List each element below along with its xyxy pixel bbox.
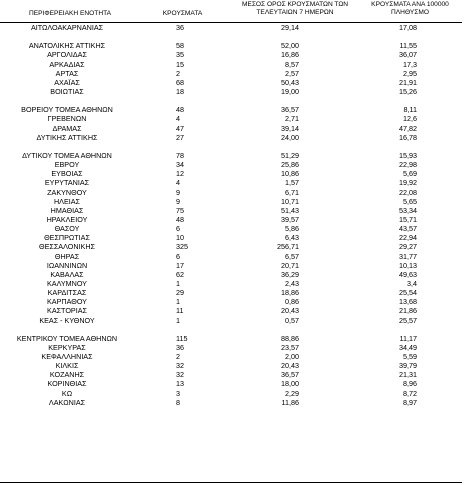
per-capita-cell: 29,27: [399, 242, 417, 252]
avg-cell: 29,14: [281, 23, 299, 32]
header-avg: [240, 1, 350, 17]
avg-cell: 16,86: [281, 50, 299, 60]
per-capita-cell: 34,49: [399, 342, 417, 352]
avg-cell: 25,86: [281, 160, 299, 170]
region-cell: ΘΗΡΑΣ: [54, 251, 80, 261]
avg-cell: 10,71: [281, 196, 299, 206]
table-row: [0, 50, 472, 59]
per-capita-cell: 17,08: [399, 23, 417, 32]
per-capita-cell: 31,77: [399, 251, 417, 261]
per-capita-cell: 16,78: [399, 132, 417, 142]
avg-cell: 20,43: [281, 361, 299, 371]
cases-cell: 78: [176, 150, 184, 160]
region-cell: ΒΟΡΕΙΟΥ ΤΟΜΕΑ ΑΘΗΝΩΝ: [21, 105, 113, 115]
group-spacer: [0, 32, 472, 41]
cases-cell: 68: [176, 77, 184, 87]
avg-cell: 20,71: [281, 260, 299, 270]
avg-cell: 50,43: [281, 77, 299, 87]
table-row: [0, 206, 472, 215]
table-row: [0, 69, 472, 78]
cases-cell: 13: [176, 379, 184, 389]
per-capita-cell: 49,63: [399, 269, 417, 279]
avg-cell: 2,71: [285, 114, 299, 124]
avg-cell: 2,00: [285, 352, 299, 362]
cases-cell: 2: [176, 68, 180, 78]
per-capita-cell: 21,91: [399, 77, 417, 87]
cases-cell: 6: [176, 251, 180, 261]
per-capita-cell: 13,68: [399, 297, 417, 307]
table-row: [0, 105, 472, 114]
per-capita-cell: 5,59: [403, 352, 417, 362]
cases-cell: 12: [176, 169, 184, 179]
table-row: [0, 224, 472, 233]
table-row: [0, 352, 472, 361]
cases-cell: 1: [176, 278, 180, 288]
per-capita-cell: 10,13: [399, 260, 417, 270]
cases-cell: 10: [176, 233, 184, 243]
region-cell: ΗΡΑΚΛΕΙΟΥ: [46, 214, 88, 224]
avg-cell: 18,00: [281, 379, 299, 389]
table-row: [0, 370, 472, 379]
avg-cell: 2,57: [285, 68, 299, 78]
per-capita-cell: 12,6: [403, 114, 417, 124]
avg-cell: 6,57: [285, 251, 299, 261]
avg-cell: 36,57: [281, 105, 299, 115]
region-cell: ΚΕΡΚΥΡΑΣ: [48, 342, 86, 352]
cases-cell: 27: [176, 132, 184, 142]
cases-cell: 18: [176, 86, 184, 96]
table-row: [0, 215, 472, 224]
table-row: [0, 242, 472, 251]
table-row: [0, 41, 472, 50]
cases-cell: 58: [176, 41, 184, 51]
cases-cell: 9: [176, 196, 180, 206]
region-cell: ΚΑΒΑΛΑΣ: [50, 269, 84, 279]
region-cell: ΑΝΑΤΟΛΙΚΗΣ ΑΤΤΙΚΗΣ: [28, 41, 106, 51]
table-row: [0, 379, 472, 388]
region-cell: ΒΟΙΩΤΙΑΣ: [50, 86, 84, 96]
avg-cell: 256,71: [277, 242, 299, 252]
cases-cell: 62: [176, 269, 184, 279]
region-cell: ΔΥΤΙΚΟΥ ΤΟΜΕΑ ΑΘΗΝΩΝ: [22, 150, 112, 160]
cases-cell: 3: [176, 388, 180, 398]
cases-cell: 48: [176, 105, 184, 115]
region-cell: ΚΑΡΠΑΘΟΥ: [47, 297, 87, 307]
header-avg-line2: ΤΕΛΕΥΤΑΙΩΝ 7 ΗΜΕΡΩΝ: [256, 9, 334, 16]
per-capita-cell: 36,07: [399, 50, 417, 60]
header-per-capita: [355, 1, 465, 17]
region-cell: ΚΑΛΥΜΝΟΥ: [47, 278, 87, 288]
table-row: [0, 361, 472, 370]
cases-cell: 36: [176, 23, 184, 32]
per-capita-cell: 15,71: [399, 214, 417, 224]
cases-cell: 48: [176, 214, 184, 224]
table-row: [0, 270, 472, 279]
group-spacer: [0, 142, 472, 151]
per-capita-cell: 8,96: [403, 379, 417, 389]
region-cell: ΖΑΚΥΝΘΟΥ: [47, 187, 87, 197]
region-cell: ΕΒΡΟΥ: [54, 160, 80, 170]
table-row: [0, 114, 472, 123]
cases-cell: 32: [176, 361, 184, 371]
region-cell: ΕΥΡΥΤΑΝΙΑΣ: [44, 178, 90, 188]
avg-cell: 39,14: [281, 123, 299, 133]
table-row: [0, 169, 472, 178]
avg-cell: 10,86: [281, 169, 299, 179]
per-capita-cell: 21,31: [399, 370, 417, 380]
per-capita-cell: 15,26: [399, 86, 417, 96]
per-capita-cell: 15,93: [399, 150, 417, 160]
table-row: [0, 261, 472, 270]
region-cell: ΕΥΒΟΙΑΣ: [51, 169, 83, 179]
region-cell: ΚΙΛΚΙΣ: [55, 361, 79, 371]
table-row: [0, 297, 472, 306]
region-cell: ΚΟΡΙΝΘΙΑΣ: [47, 379, 87, 389]
per-capita-cell: 5,69: [403, 169, 417, 179]
per-capita-cell: 25,54: [399, 288, 417, 298]
region-cell: ΗΛΕΙΑΣ: [53, 196, 81, 206]
cases-cell: 11: [176, 306, 184, 316]
region-cell: ΚΟΖΑΝΗΣ: [49, 370, 85, 380]
bottom-divider: [0, 482, 462, 483]
table-row: [0, 306, 472, 315]
cases-cell: 1: [176, 297, 180, 307]
table-row: [0, 60, 472, 69]
avg-cell: 51,43: [281, 205, 299, 215]
cases-cell: 34: [176, 160, 184, 170]
cases-cell: 17: [176, 260, 184, 270]
table-row: [0, 151, 472, 160]
cases-cell: 1: [176, 315, 180, 325]
avg-cell: 88,86: [281, 333, 299, 343]
table-row: [0, 124, 472, 133]
table-row: [0, 87, 472, 96]
avg-cell: 11,86: [281, 397, 299, 407]
table-row: [0, 233, 472, 242]
per-capita-cell: 39,79: [399, 361, 417, 371]
cases-cell: 15: [176, 59, 184, 69]
cases-cell: 75: [176, 205, 184, 215]
per-capita-cell: 2,95: [403, 68, 417, 78]
table-row: [0, 78, 472, 87]
region-cell: ΑΧΑΪΑΣ: [54, 77, 80, 87]
per-capita-cell: 22,08: [399, 187, 417, 197]
region-cell: ΓΡΕΒΕΝΩΝ: [47, 114, 87, 124]
cases-cell: 2: [176, 352, 180, 362]
per-capita-cell: 17,3: [403, 59, 417, 69]
region-cell: ΔΥΤΙΚΗΣ ΑΤΤΙΚΗΣ: [36, 132, 98, 142]
table-row: [0, 334, 472, 343]
avg-cell: 0,57: [285, 315, 299, 325]
region-cell: ΚΕΦΑΛΛΗΝΙΑΣ: [41, 352, 93, 362]
table-row: [0, 389, 472, 398]
table-row: [0, 398, 472, 407]
avg-cell: 24,00: [281, 132, 299, 142]
avg-cell: 2,43: [285, 278, 299, 288]
cases-cell: 9: [176, 187, 180, 197]
per-capita-cell: 21,86: [399, 306, 417, 316]
avg-cell: 8,57: [285, 59, 299, 69]
cases-cell: 8: [176, 397, 180, 407]
table-row: [0, 197, 472, 206]
region-cell: ΚΑΣΤΟΡΙΑΣ: [47, 306, 87, 316]
cases-cell: 35: [176, 50, 184, 60]
cases-cell: 36: [176, 342, 184, 352]
table-row: [0, 188, 472, 197]
avg-cell: 20,43: [281, 306, 299, 316]
per-capita-cell: 5,65: [403, 196, 417, 206]
per-capita-cell: 25,57: [399, 315, 417, 325]
per-capita-cell: 22,94: [399, 233, 417, 243]
region-cell: ΘΕΣΣΑΛΟΝΙΚΗΣ: [39, 242, 95, 252]
region-cell: ΚΕΑΣ - ΚΥΘΝΟΥ: [39, 315, 95, 325]
avg-cell: 39,57: [281, 214, 299, 224]
avg-cell: 6,71: [285, 187, 299, 197]
region-cell: ΚΕΝΤΡΙΚΟΥ ΤΟΜΕΑ ΑΘΗΝΩΝ: [16, 333, 118, 343]
table-header: [0, 0, 472, 22]
header-per-line2: ΠΛΗΘΥΣΜΟ: [391, 9, 429, 16]
group-spacer: [0, 325, 472, 334]
region-cell: ΚΩ: [61, 388, 73, 398]
header-per-line1: ΚΡΟΥΣΜΑΤΑ ΑΝΑ 100000: [371, 1, 449, 8]
cases-cell: 4: [176, 178, 180, 188]
avg-cell: 51,29: [281, 150, 299, 160]
header-cases: ΚΡΟΥΣΜΑΤΑ: [162, 10, 203, 17]
per-capita-cell: 8,97: [403, 397, 417, 407]
avg-cell: 19,00: [281, 86, 299, 96]
per-capita-cell: 47,82: [399, 123, 417, 133]
region-cell: ΛΑΚΩΝΙΑΣ: [48, 397, 86, 407]
per-capita-cell: 11,17: [399, 333, 417, 343]
table-row: [0, 343, 472, 352]
table-body: [0, 23, 472, 407]
header-region: ΠΕΡΙΦΕΡΕΙΑΚΗ ΕΝΟΤΗΤΑ: [28, 10, 112, 17]
cases-cell: 325: [176, 242, 188, 252]
region-cell: ΘΑΣΟΥ: [54, 224, 80, 234]
per-capita-cell: 19,92: [399, 178, 417, 188]
avg-cell: 36,57: [281, 370, 299, 380]
avg-cell: 36,29: [281, 269, 299, 279]
per-capita-cell: 8,72: [403, 388, 417, 398]
region-cell: ΑΡΓΟΛΙΔΑΣ: [47, 50, 87, 60]
table-row: [0, 160, 472, 169]
table-row: [0, 133, 472, 142]
avg-cell: 52,00: [281, 41, 299, 51]
region-cell: ΚΑΡΔΙΤΣΑΣ: [47, 288, 87, 298]
cases-cell: 115: [176, 333, 188, 343]
avg-cell: 5,86: [285, 224, 299, 234]
cases-cell: 4: [176, 114, 180, 124]
avg-cell: 18,86: [281, 288, 299, 298]
table-row: [0, 178, 472, 187]
cases-cell: 47: [176, 123, 184, 133]
per-capita-cell: 53,34: [399, 205, 417, 215]
per-capita-cell: 3,4: [407, 278, 417, 288]
table-row: [0, 288, 472, 297]
per-capita-cell: 8,11: [403, 105, 417, 115]
region-cell: ΘΕΣΠΡΩΤΙΑΣ: [44, 233, 90, 243]
group-spacer: [0, 96, 472, 105]
region-cell: ΙΩΑΝΝΙΝΩΝ: [46, 260, 88, 270]
region-cell: ΑΡΚΑΔΙΑΣ: [49, 59, 85, 69]
table-row: [0, 252, 472, 261]
cases-cell: 6: [176, 224, 180, 234]
avg-cell: 6,43: [285, 233, 299, 243]
table-row: [0, 316, 472, 325]
region-cell: ΑΙΤΩΛΟΑΚΑΡΝΑΝΙΑΣ: [30, 23, 104, 32]
per-capita-cell: 11,55: [399, 41, 417, 51]
avg-cell: 2,29: [285, 388, 299, 398]
header-avg-line1: ΜΕΣΟΣ ΟΡΟΣ ΚΡΟΥΣΜΑΤΩΝ ΤΩΝ: [241, 1, 349, 8]
region-cell: ΑΡΤΑΣ: [55, 68, 79, 78]
cases-cell: 29: [176, 288, 184, 298]
cases-cell: 32: [176, 370, 184, 380]
per-capita-cell: 43,57: [399, 224, 417, 234]
table-row: [0, 279, 472, 288]
avg-cell: 0,86: [285, 297, 299, 307]
avg-cell: 1,57: [285, 178, 299, 188]
region-cell: ΗΜΑΘΙΑΣ: [50, 205, 84, 215]
table-row: [0, 23, 472, 32]
region-cell: ΔΡΑΜΑΣ: [52, 123, 82, 133]
per-capita-cell: 22,98: [399, 160, 417, 170]
avg-cell: 23,57: [281, 342, 299, 352]
